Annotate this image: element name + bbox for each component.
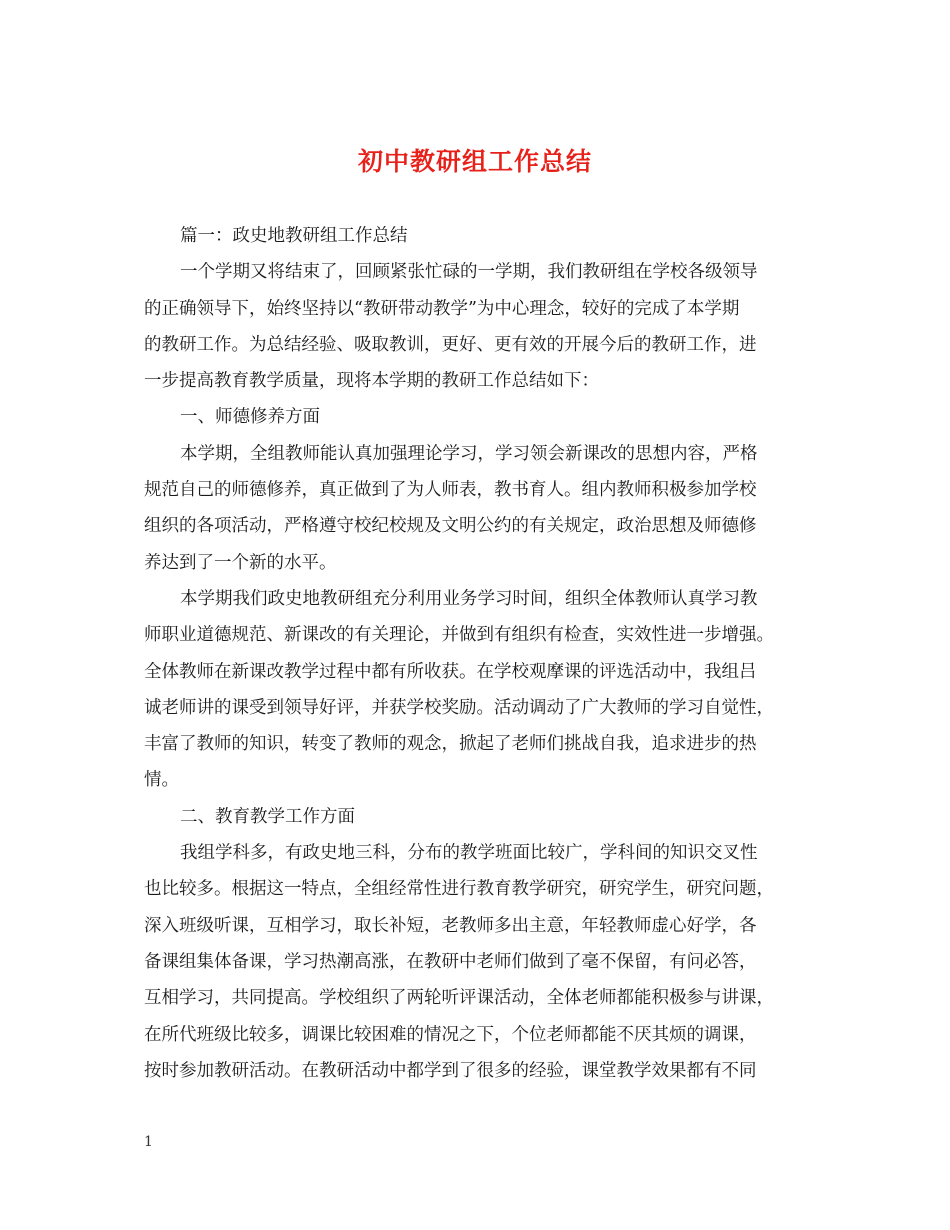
paragraph-line: 组织的各项活动，严格遵守校纪校规及文明公约的有关规定，政治思想及师德修 [144,516,757,537]
paragraph-line: 按时参加教研活动。在教研活动中都学到了很多的经验，课堂教学效果都有不同 [144,1060,757,1081]
paragraph-line: 养达到了一个新的水平。 [144,552,337,573]
paragraph-line: 我组学科多，有政史地三科，分布的教学班面比较广，学科间的知识交叉性 [180,843,758,864]
paragraph-line: 丰富了教师的知识，转变了教师的观念，掀起了老师们挑战自我，追求进步的热 [144,734,757,755]
paragraph-line: 在所代班级比较多，调课比较困难的情况之下，个位老师都能不厌其烦的调课， [144,1024,757,1045]
paragraph-line: 本学期，全组教师能认真加强理论学习，学习领会新课改的思想内容，严格 [180,443,758,464]
paragraph-line: 的正确领导下，始终坚持以“教研带动教学”为中心理念，较好的完成了本学期 [144,298,740,319]
paragraph-line: 本学期我们政史地教研组充分利用业务学习时间，组织全体教师认真学习教 [180,588,758,609]
paragraph-line: 师职业道德规范、新课改的有关理论，并做到有组织有检查，实效性进一步增强。 [144,625,774,646]
section-heading: 二、教育教学工作方面 [180,806,355,827]
paragraph-line: 也比较多。根据这一特点，全组经常性进行教育教学研究，研究学生，研究问题， [144,879,774,900]
paragraph-line: 备课组集体备课，学习热潮高涨，在教研中老师们做到了毫不保留，有问必答， [144,951,757,972]
paragraph-line: 篇一：政史地教研组工作总结 [180,226,408,246]
paragraph-line: 全体教师在新课改教学过程中都有所收获。在学校观摩课的评选活动中，我组吕 [144,661,757,682]
document-title: 初中教研组工作总结 [357,147,592,176]
section-heading: 一、师德修养方面 [180,407,320,428]
paragraph-line: 一步提高教育教学质量，现将本学期的教研工作总结如下： [144,371,599,392]
document-body [144,218,810,1089]
paragraph-line: 的教研工作。为总结经验、吸取教训，更好、更有效的开展今后的教研工作，进 [144,334,757,355]
paragraph-line: 深入班级听课，互相学习，取长补短，老教师多出主意，年轻教师虚心好学，各 [144,915,757,936]
paragraph-line: 情。 [144,770,179,791]
paragraph-line: 一个学期又将结束了，回顾紧张忙碌的一学期，我们教研组在学校各级领导 [180,262,758,283]
paragraph-line: 规范自己的师德修养，真正做到了为人师表，教书育人。组内教师积极参加学校 [144,480,757,501]
page-number: 1 [144,1134,153,1150]
paragraph-line: 诚老师讲的课受到领导好评，并获学校奖励。活动调动了广大教师的学习自觉性， [144,697,774,718]
paragraph-line: 互相学习，共同提高。学校组织了两轮听评课活动，全体老师都能积极参与讲课， [144,988,774,1009]
